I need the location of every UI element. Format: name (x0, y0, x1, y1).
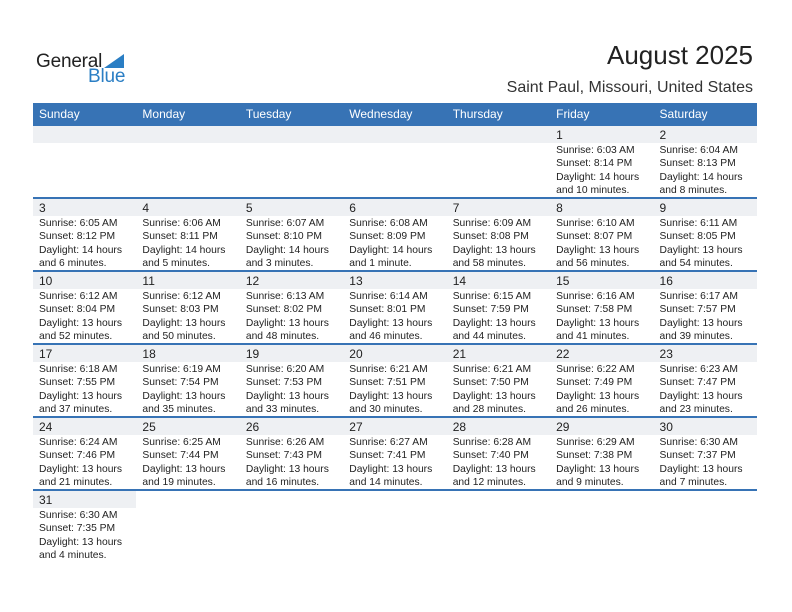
day-sun-info (349, 217, 432, 271)
day-cell (240, 272, 343, 343)
day-sun-info (556, 217, 639, 271)
day-cell (136, 199, 239, 270)
day-sunrise-text: Sunrise: 6:17 AM (659, 291, 738, 302)
logo-general-text: General (36, 51, 103, 72)
day-number: 9 (659, 201, 667, 215)
day-daylight-text: Daylight: 13 hours (556, 317, 640, 329)
day-daylight-text: Daylight: 14 hours (349, 244, 433, 256)
day-sunrise-text: Sunrise: 6:06 AM (142, 218, 221, 229)
calendar-week-row (33, 126, 757, 199)
day-daylight-text: Daylight: 14 hours (39, 244, 122, 256)
day-cell (550, 272, 653, 343)
day-cell (447, 345, 550, 416)
day-minutes-text: and 52 minutes. (39, 331, 113, 343)
day-header-band (447, 126, 550, 143)
day-number: 5 (245, 201, 253, 215)
day-sunrise-text: Sunrise: 6:12 AM (39, 291, 118, 302)
day-sunset-text: Sunset: 7:41 PM (349, 450, 426, 462)
day-number: 30 (659, 420, 673, 434)
day-sun-info (142, 363, 225, 417)
day-daylight-text: Daylight: 13 hours (245, 463, 329, 475)
day-sunset-text: Sunset: 7:59 PM (452, 304, 529, 316)
day-sun-info (556, 436, 639, 490)
day-header-band (343, 199, 446, 216)
day-number: 3 (39, 201, 46, 215)
calendar-week-row (33, 199, 757, 272)
day-number: 16 (659, 274, 673, 288)
day-minutes-text: and 28 minutes. (452, 404, 526, 416)
day-minutes-text: and 58 minutes. (452, 258, 526, 270)
day-number: 31 (39, 493, 53, 507)
weekday-header (33, 103, 757, 126)
day-sunrise-text: Sunrise: 6:29 AM (556, 437, 635, 448)
day-daylight-text: Daylight: 13 hours (142, 463, 226, 475)
day-sunset-text: Sunset: 7:37 PM (659, 450, 736, 462)
day-cell (654, 272, 757, 343)
day-number: 10 (39, 274, 53, 288)
day-cell (654, 418, 757, 489)
day-daylight-text: Daylight: 13 hours (142, 390, 226, 402)
day-sunrise-text: Sunrise: 6:21 AM (349, 364, 428, 375)
day-cell (136, 418, 239, 489)
day-sun-info (246, 217, 329, 271)
day-daylight-text: Daylight: 13 hours (556, 390, 640, 402)
day-daylight-text: Daylight: 13 hours (349, 390, 433, 402)
day-sunrise-text: Sunrise: 6:15 AM (452, 291, 532, 302)
day-cell (136, 272, 239, 343)
day-sunset-text: Sunset: 7:53 PM (245, 377, 322, 389)
day-daylight-text: Daylight: 14 hours (142, 244, 226, 256)
day-sun-info (453, 436, 536, 490)
day-daylight-text: Daylight: 13 hours (452, 390, 536, 402)
day-sun-info (660, 290, 743, 344)
day-daylight-text: Daylight: 13 hours (39, 317, 122, 329)
calendar-grid (33, 103, 757, 564)
day-sunrise-text: Sunrise: 6:30 AM (659, 437, 738, 448)
day-sunset-text: Sunset: 8:07 PM (556, 231, 633, 243)
calendar-week-row (33, 272, 757, 345)
day-minutes-text: and 14 minutes. (349, 477, 423, 489)
day-sunset-text: Sunset: 8:14 PM (556, 158, 633, 170)
logo (36, 50, 136, 90)
day-sunset-text: Sunset: 8:08 PM (452, 231, 529, 243)
day-sun-info (349, 290, 432, 344)
day-minutes-text: and 9 minutes. (556, 477, 624, 489)
day-number: 21 (452, 347, 467, 361)
day-sunset-text: Sunset: 7:54 PM (142, 377, 219, 389)
day-sunset-text: Sunset: 8:13 PM (659, 158, 736, 170)
day-sunrise-text: Sunrise: 6:28 AM (452, 437, 532, 448)
day-minutes-text: and 1 minute. (349, 258, 412, 270)
empty-day-cell (343, 491, 446, 564)
weekday-monday: Monday (142, 107, 186, 121)
day-header-band (343, 126, 446, 143)
day-sunset-text: Sunset: 7:49 PM (556, 377, 633, 389)
day-minutes-text: and 23 minutes. (659, 404, 733, 416)
day-header-band (33, 126, 136, 143)
day-cell (654, 126, 757, 197)
day-daylight-text: Daylight: 13 hours (39, 536, 122, 548)
day-header-band (654, 126, 757, 143)
day-minutes-text: and 35 minutes. (142, 404, 216, 416)
day-cell (136, 345, 239, 416)
day-minutes-text: and 44 minutes. (452, 331, 526, 343)
day-number: 12 (245, 274, 260, 288)
day-daylight-text: Daylight: 13 hours (349, 463, 433, 475)
day-minutes-text: and 6 minutes. (39, 258, 107, 270)
day-daylight-text: Daylight: 13 hours (142, 317, 226, 329)
day-sunset-text: Sunset: 7:35 PM (39, 523, 116, 535)
day-minutes-text: and 37 minutes. (39, 404, 113, 416)
day-sunrise-text: Sunrise: 6:20 AM (245, 364, 325, 375)
empty-day-cell (343, 126, 446, 197)
day-sunrise-text: Sunrise: 6:10 AM (556, 218, 635, 229)
day-header-band (550, 126, 653, 143)
day-daylight-text: Daylight: 13 hours (659, 317, 743, 329)
day-number: 1 (556, 128, 563, 142)
day-minutes-text: and 12 minutes. (452, 477, 526, 489)
day-cell (654, 199, 757, 270)
day-cell (33, 418, 136, 489)
day-sun-info (660, 436, 743, 490)
day-sunset-text: Sunset: 7:38 PM (556, 450, 633, 462)
day-cell (654, 345, 757, 416)
day-header-band (136, 199, 239, 216)
day-header-band (240, 199, 343, 216)
day-minutes-text: and 54 minutes. (659, 258, 733, 270)
day-minutes-text: and 26 minutes. (556, 404, 630, 416)
day-number: 18 (142, 347, 156, 361)
day-number: 17 (39, 347, 53, 361)
day-sunset-text: Sunset: 7:58 PM (556, 304, 633, 316)
day-minutes-text: and 56 minutes. (556, 258, 630, 270)
day-number: 11 (142, 274, 155, 288)
day-number: 26 (245, 420, 260, 434)
day-number: 15 (556, 274, 570, 288)
day-daylight-text: Daylight: 14 hours (556, 171, 640, 183)
location-subtitle: Saint Paul, Missouri, United States (506, 79, 753, 96)
day-sunrise-text: Sunrise: 6:21 AM (452, 364, 532, 375)
page-title: August 2025 (606, 40, 753, 70)
day-sun-info (39, 509, 122, 563)
day-sunset-text: Sunset: 7:55 PM (39, 377, 116, 389)
empty-day-cell (447, 491, 550, 564)
day-sunrise-text: Sunrise: 6:09 AM (452, 218, 532, 229)
day-sunrise-text: Sunrise: 6:30 AM (39, 510, 118, 521)
day-header-band (550, 199, 653, 216)
calendar-week-row (33, 345, 757, 418)
day-number: 22 (556, 347, 570, 361)
day-sun-info (39, 217, 122, 271)
logo-blue-text: Blue (88, 66, 126, 87)
day-number: 19 (245, 347, 260, 361)
day-minutes-text: and 4 minutes. (39, 550, 107, 562)
day-cell (550, 199, 653, 270)
day-cell (550, 418, 653, 489)
day-sunrise-text: Sunrise: 6:12 AM (142, 291, 221, 302)
day-daylight-text: Daylight: 13 hours (452, 463, 536, 475)
day-sun-info (556, 363, 639, 417)
day-sunrise-text: Sunrise: 6:18 AM (39, 364, 118, 375)
day-daylight-text: Daylight: 14 hours (245, 244, 329, 256)
day-number: 24 (39, 420, 53, 434)
day-cell (343, 272, 446, 343)
day-sunset-text: Sunset: 8:04 PM (39, 304, 116, 316)
day-daylight-text: Daylight: 13 hours (39, 390, 122, 402)
day-minutes-text: and 21 minutes. (39, 477, 113, 489)
day-minutes-text: and 3 minutes. (245, 258, 314, 270)
weekday-friday: Friday (556, 107, 590, 121)
day-sunrise-text: Sunrise: 6:19 AM (142, 364, 221, 375)
day-daylight-text: Daylight: 13 hours (245, 390, 329, 402)
day-sun-info (349, 363, 432, 417)
day-number: 14 (452, 274, 467, 288)
day-sunset-text: Sunset: 8:09 PM (349, 231, 426, 243)
day-header-band (240, 126, 343, 143)
day-daylight-text: Daylight: 13 hours (556, 244, 640, 256)
day-number: 4 (142, 201, 150, 215)
day-number: 8 (556, 201, 563, 215)
day-sunrise-text: Sunrise: 6:25 AM (142, 437, 221, 448)
empty-day-cell (550, 491, 653, 564)
day-minutes-text: and 8 minutes. (659, 185, 728, 197)
day-sun-info (142, 290, 225, 344)
day-sunrise-text: Sunrise: 6:23 AM (659, 364, 738, 375)
empty-day-cell (240, 126, 343, 197)
day-sunrise-text: Sunrise: 6:04 AM (659, 145, 738, 156)
empty-day-cell (240, 491, 343, 564)
day-number: 29 (556, 420, 570, 434)
day-sun-info (660, 363, 743, 417)
day-sun-info (39, 363, 122, 417)
day-minutes-text: and 30 minutes. (349, 404, 423, 416)
empty-day-cell (447, 126, 550, 197)
day-number: 25 (142, 420, 156, 434)
day-daylight-text: Daylight: 13 hours (245, 317, 329, 329)
empty-day-cell (136, 491, 239, 564)
day-sun-info (453, 217, 536, 271)
day-sunrise-text: Sunrise: 6:27 AM (349, 437, 428, 448)
day-cell (33, 491, 136, 564)
day-sunset-text: Sunset: 8:02 PM (245, 304, 322, 316)
day-cell (240, 418, 343, 489)
day-sunrise-text: Sunrise: 6:05 AM (39, 218, 118, 229)
day-sun-info (453, 363, 536, 417)
day-daylight-text: Daylight: 13 hours (452, 317, 536, 329)
day-cell (33, 272, 136, 343)
day-daylight-text: Daylight: 13 hours (452, 244, 536, 256)
day-number: 13 (349, 274, 363, 288)
day-cell (240, 345, 343, 416)
day-daylight-text: Daylight: 13 hours (349, 317, 433, 329)
weekday-tuesday: Tuesday (245, 107, 292, 121)
day-daylight-text: Daylight: 14 hours (659, 171, 743, 183)
day-minutes-text: and 7 minutes. (659, 477, 728, 489)
day-sunset-text: Sunset: 8:10 PM (245, 231, 322, 243)
day-sun-info (142, 436, 225, 490)
day-minutes-text: and 5 minutes. (142, 258, 210, 270)
day-minutes-text: and 33 minutes. (245, 404, 320, 416)
day-sunrise-text: Sunrise: 6:08 AM (349, 218, 428, 229)
day-sunset-text: Sunset: 7:46 PM (39, 450, 116, 462)
day-sun-info (660, 144, 743, 198)
day-daylight-text: Daylight: 13 hours (659, 463, 743, 475)
weekday-sunday: Sunday (39, 107, 80, 121)
day-cell (33, 199, 136, 270)
day-daylight-text: Daylight: 13 hours (39, 463, 122, 475)
day-cell (447, 199, 550, 270)
day-sun-info (660, 217, 743, 271)
day-sun-info (246, 363, 329, 417)
calendar-week-row (33, 491, 757, 564)
day-cell (550, 126, 653, 197)
day-sunrise-text: Sunrise: 6:14 AM (349, 291, 428, 302)
day-minutes-text: and 46 minutes. (349, 331, 423, 343)
calendar-weeks (33, 126, 757, 564)
day-header-band (654, 199, 757, 216)
day-sun-info (556, 290, 639, 344)
day-cell (343, 345, 446, 416)
day-sunset-text: Sunset: 7:51 PM (349, 377, 426, 389)
day-sunset-text: Sunset: 7:47 PM (659, 377, 736, 389)
day-daylight-text: Daylight: 13 hours (556, 463, 640, 475)
empty-day-cell (136, 126, 239, 197)
weekday-thursday: Thursday (452, 107, 503, 121)
day-sunrise-text: Sunrise: 6:13 AM (245, 291, 325, 302)
day-sunset-text: Sunset: 7:50 PM (452, 377, 529, 389)
day-header-band (136, 126, 239, 143)
day-number: 28 (452, 420, 467, 434)
day-minutes-text: and 48 minutes. (245, 331, 320, 343)
day-sunrise-text: Sunrise: 6:24 AM (39, 437, 118, 448)
day-sun-info (556, 144, 639, 198)
day-sunrise-text: Sunrise: 6:11 AM (659, 218, 738, 229)
day-sun-info (453, 290, 536, 344)
day-number: 20 (349, 347, 363, 361)
day-number: 23 (659, 347, 673, 361)
weekday-wednesday: Wednesday (349, 107, 413, 121)
day-sun-info (246, 436, 329, 490)
day-number: 2 (659, 128, 667, 142)
day-sunrise-text: Sunrise: 6:22 AM (556, 364, 635, 375)
day-sunset-text: Sunset: 8:01 PM (349, 304, 426, 316)
day-minutes-text: and 10 minutes. (556, 185, 630, 197)
day-sun-info (39, 290, 122, 344)
day-cell (447, 272, 550, 343)
day-sunset-text: Sunset: 7:57 PM (659, 304, 736, 316)
day-sunrise-text: Sunrise: 6:16 AM (556, 291, 635, 302)
day-sunset-text: Sunset: 8:11 PM (142, 231, 218, 243)
empty-day-cell (33, 126, 136, 197)
empty-day-cell (654, 491, 757, 564)
weekday-saturday: Saturday (659, 107, 708, 121)
day-sunrise-text: Sunrise: 6:03 AM (556, 145, 635, 156)
day-sunrise-text: Sunrise: 6:07 AM (245, 218, 325, 229)
day-sunset-text: Sunset: 7:40 PM (452, 450, 529, 462)
day-number: 7 (452, 201, 460, 215)
day-header-band (33, 199, 136, 216)
day-sunset-text: Sunset: 8:12 PM (39, 231, 116, 243)
day-sunset-text: Sunset: 7:44 PM (142, 450, 219, 462)
day-cell (343, 199, 446, 270)
day-sunset-text: Sunset: 8:05 PM (659, 231, 736, 243)
day-minutes-text: and 41 minutes. (556, 331, 630, 343)
day-daylight-text: Daylight: 13 hours (659, 244, 743, 256)
day-sunrise-text: Sunrise: 6:26 AM (245, 437, 325, 448)
day-minutes-text: and 16 minutes. (245, 477, 320, 489)
day-cell (240, 199, 343, 270)
day-number: 6 (349, 201, 356, 215)
day-daylight-text: Daylight: 13 hours (659, 390, 743, 402)
day-header-band (447, 199, 550, 216)
day-minutes-text: and 19 minutes. (142, 477, 216, 489)
day-minutes-text: and 39 minutes. (659, 331, 733, 343)
calendar-week-row (33, 418, 757, 491)
day-minutes-text: and 50 minutes. (142, 331, 216, 343)
day-cell (447, 418, 550, 489)
day-sun-info (39, 436, 122, 490)
day-cell (550, 345, 653, 416)
day-cell (33, 345, 136, 416)
day-sunset-text: Sunset: 7:43 PM (245, 450, 322, 462)
day-sun-info (349, 436, 432, 490)
logo-triangle-icon (104, 54, 124, 68)
day-cell (343, 418, 446, 489)
day-sun-info (246, 290, 329, 344)
day-sunset-text: Sunset: 8:03 PM (142, 304, 219, 316)
day-number: 27 (349, 420, 363, 434)
day-sun-info (142, 217, 225, 271)
